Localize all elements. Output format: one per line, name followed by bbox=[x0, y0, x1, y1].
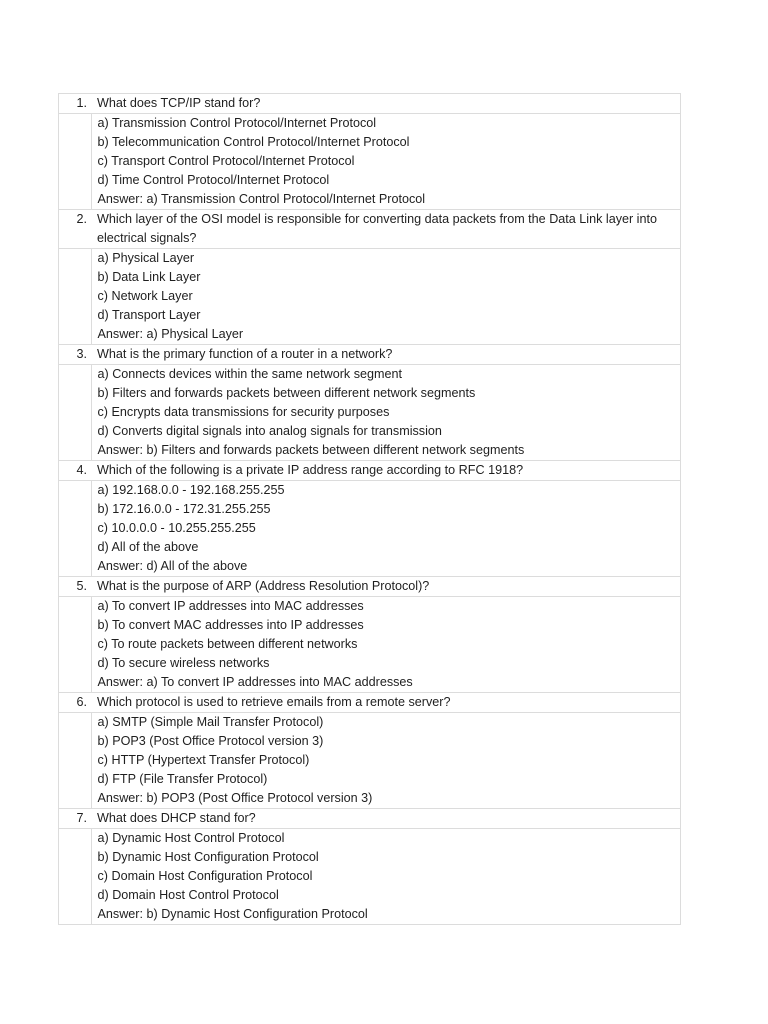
options-cell bbox=[91, 114, 681, 210]
question-text: Which layer of the OSI model is responsible for converting data packets from the Data Link layer into electrical signals? bbox=[91, 210, 681, 249]
options-cell bbox=[91, 249, 681, 345]
option-b: b) Filters and forwards packets between different network segments bbox=[97, 386, 476, 400]
options-cell bbox=[91, 365, 681, 461]
option-a: a) To convert IP addresses into MAC addresses bbox=[97, 599, 364, 613]
option-b: b) Data Link Layer bbox=[97, 270, 201, 284]
answer-block bbox=[59, 713, 681, 809]
option-c: c) Network Layer bbox=[97, 289, 193, 303]
option-d: d) Converts digital signals into analog signals for transmission bbox=[97, 424, 442, 438]
option-d: d) Time Control Protocol/Internet Protocol bbox=[97, 173, 330, 187]
answer-line: Answer: b) POP3 (Post Office Protocol version 3) bbox=[97, 791, 373, 805]
option-c: c) Domain Host Configuration Protocol bbox=[97, 869, 313, 883]
option-c: c) Encrypts data transmissions for security purposes bbox=[97, 405, 390, 419]
answer-line: Answer: a) To convert IP addresses into MAC addresses bbox=[97, 675, 413, 689]
question-row bbox=[59, 577, 681, 597]
answer-line: Answer: b) Filters and forwards packets between different network segments bbox=[97, 443, 525, 457]
option-b: b) Dynamic Host Configuration Protocol bbox=[97, 850, 319, 864]
number-gutter bbox=[59, 481, 92, 577]
question-number: 4. bbox=[59, 461, 92, 481]
quiz-body bbox=[59, 94, 681, 925]
option-b: b) 172.16.0.0 - 172.31.255.255 bbox=[97, 502, 271, 516]
option-c: c) Transport Control Protocol/Internet Protocol bbox=[97, 154, 355, 168]
answer-line: Answer: a) Transmission Control Protocol/Internet Protocol bbox=[97, 192, 426, 206]
number-gutter bbox=[59, 829, 92, 925]
number-gutter bbox=[59, 114, 92, 210]
question-number: 3. bbox=[59, 345, 92, 365]
question-text: What is the primary function of a router in a network? bbox=[91, 345, 681, 365]
option-d: d) FTP (File Transfer Protocol) bbox=[97, 772, 268, 786]
question-number: 1. bbox=[59, 94, 92, 114]
question-row bbox=[59, 461, 681, 481]
option-b: b) Telecommunication Control Protocol/Internet Protocol bbox=[97, 135, 410, 149]
answer-line: Answer: a) Physical Layer bbox=[97, 327, 244, 341]
number-gutter bbox=[59, 249, 92, 345]
question-text: What is the purpose of ARP (Address Resolution Protocol)? bbox=[91, 577, 681, 597]
question-text: Which of the following is a private IP address range according to RFC 1918? bbox=[91, 461, 681, 481]
question-row bbox=[59, 345, 681, 365]
option-c: c) HTTP (Hypertext Transfer Protocol) bbox=[97, 753, 310, 767]
question-text: Which protocol is used to retrieve emails from a remote server? bbox=[91, 693, 681, 713]
option-b: b) To convert MAC addresses into IP addresses bbox=[97, 618, 364, 632]
option-c: c) 10.0.0.0 - 10.255.255.255 bbox=[97, 521, 256, 535]
number-gutter bbox=[59, 713, 92, 809]
option-d: d) To secure wireless networks bbox=[97, 656, 270, 670]
option-d: d) Domain Host Control Protocol bbox=[97, 888, 279, 902]
option-d: d) Transport Layer bbox=[97, 308, 201, 322]
answer-block bbox=[59, 597, 681, 693]
option-d: d) All of the above bbox=[97, 540, 199, 554]
answer-block bbox=[59, 481, 681, 577]
option-a: a) Transmission Control Protocol/Internet Protocol bbox=[97, 116, 377, 130]
answer-line: Answer: d) All of the above bbox=[97, 559, 248, 573]
question-number: 7. bbox=[59, 809, 92, 829]
question-number: 2. bbox=[59, 210, 92, 249]
question-row bbox=[59, 693, 681, 713]
number-gutter bbox=[59, 365, 92, 461]
options-cell bbox=[91, 481, 681, 577]
number-gutter bbox=[59, 597, 92, 693]
option-a: a) Physical Layer bbox=[97, 251, 195, 265]
option-b: b) POP3 (Post Office Protocol version 3) bbox=[97, 734, 324, 748]
question-text: What does TCP/IP stand for? bbox=[91, 94, 681, 114]
option-c: c) To route packets between different networks bbox=[97, 637, 358, 651]
options-cell bbox=[91, 713, 681, 809]
question-row bbox=[59, 94, 681, 114]
answer-block bbox=[59, 249, 681, 345]
option-a: a) Connects devices within the same network segment bbox=[97, 367, 402, 381]
options-cell bbox=[91, 597, 681, 693]
quiz-table bbox=[58, 93, 681, 925]
option-a: a) SMTP (Simple Mail Transfer Protocol) bbox=[97, 715, 324, 729]
question-number: 5. bbox=[59, 577, 92, 597]
question-number: 6. bbox=[59, 693, 92, 713]
question-text: What does DHCP stand for? bbox=[91, 809, 681, 829]
question-row bbox=[59, 210, 681, 249]
answer-block bbox=[59, 365, 681, 461]
options-cell bbox=[91, 829, 681, 925]
option-a: a) Dynamic Host Control Protocol bbox=[97, 831, 285, 845]
question-row bbox=[59, 809, 681, 829]
answer-block bbox=[59, 114, 681, 210]
answer-block bbox=[59, 829, 681, 925]
option-a: a) 192.168.0.0 - 192.168.255.255 bbox=[97, 483, 285, 497]
answer-line: Answer: b) Dynamic Host Configuration Protocol bbox=[97, 907, 368, 921]
